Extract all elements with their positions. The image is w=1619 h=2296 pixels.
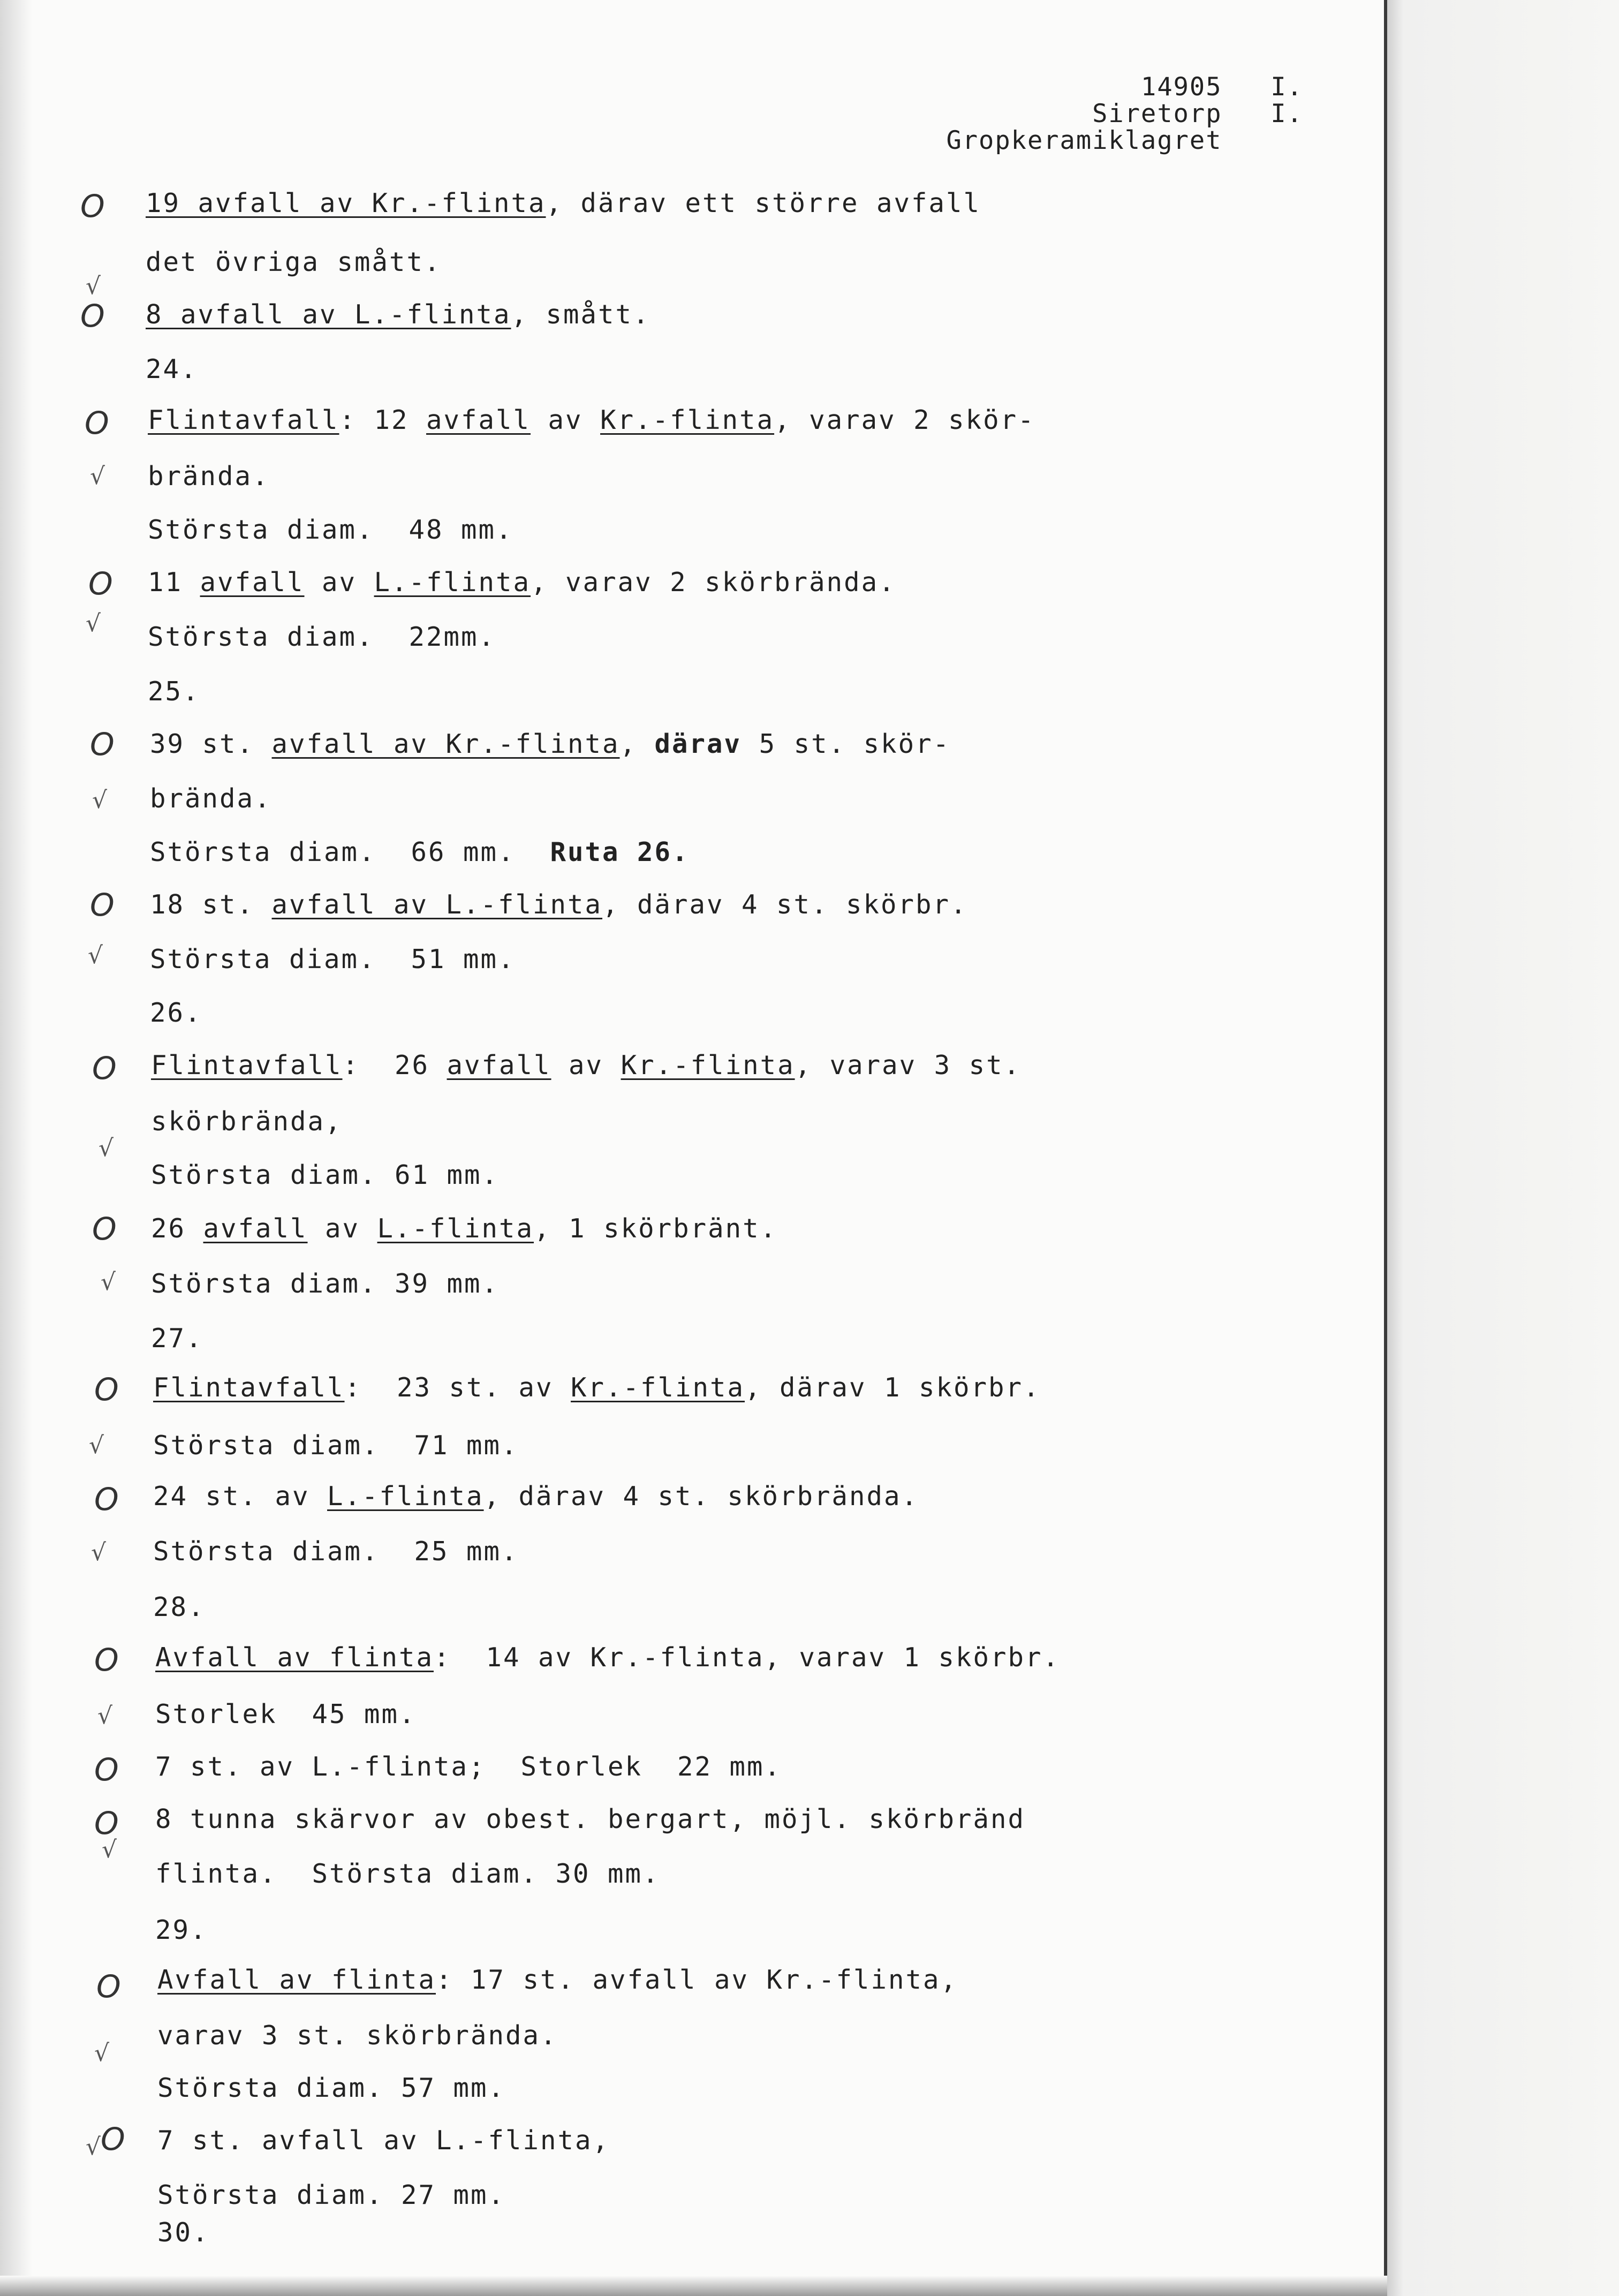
margin-circle-mark: O xyxy=(90,726,115,762)
text-line: 19 avfall av Kr.-flinta, därav ett större avfall xyxy=(146,188,981,218)
text-line: 39 st. avfall av Kr.-flinta, därav 5 st. skör- xyxy=(150,729,951,759)
roman-numeral: I. xyxy=(1270,99,1303,129)
text-line: Största diam. 39 mm. xyxy=(151,1268,500,1299)
margin-circle-mark: O xyxy=(96,1968,121,2005)
margin-circle-mark: O xyxy=(94,1481,119,1517)
margin-circle-mark: O xyxy=(94,1642,119,1678)
margin-tick-mark: √ xyxy=(101,1268,116,1296)
page-shadow-left xyxy=(0,0,32,2296)
catalog-number: 14905 xyxy=(1141,72,1222,102)
margin-circle-mark: O xyxy=(94,1751,119,1788)
margin-tick-mark: √ xyxy=(86,273,101,300)
text-line: Största diam. 48 mm. xyxy=(148,515,513,545)
margin-tick-mark: √ xyxy=(86,2133,101,2161)
layer-name: Gropkeramiklagret xyxy=(946,126,1222,155)
text-line: Största diam. 22mm. xyxy=(148,622,496,652)
text-line: Största diam. 27 mm. xyxy=(157,2180,506,2210)
entry-number: 29. xyxy=(155,1915,208,1945)
text-line: 7 st. av L.-flinta; Storlek 22 mm. xyxy=(155,1751,782,1782)
margin-tick-mark: √ xyxy=(89,1432,104,1459)
margin-tick-mark: √ xyxy=(97,1702,113,1729)
page-shadow-bottom xyxy=(0,2276,1387,2296)
margin-circle-mark: O xyxy=(88,565,113,602)
text-line: skörbrända, xyxy=(151,1106,343,1137)
text-line: Största diam. 51 mm. xyxy=(150,944,516,975)
margin-tick-mark: √ xyxy=(90,463,105,490)
text-line: 7 st. avfall av L.-flinta, xyxy=(157,2125,610,2156)
text-line: flinta. Största diam. 30 mm. xyxy=(155,1859,660,1889)
text-line: brända. xyxy=(148,461,270,492)
entry-number: 25. xyxy=(148,676,200,707)
entry-number: 28. xyxy=(153,1592,206,1622)
margin-tick-mark: √ xyxy=(102,1836,117,1863)
text-line: Flintavfall: 26 avfall av Kr.-flinta, varav 3 st. xyxy=(151,1050,1022,1081)
margin-circle-mark: O xyxy=(80,298,105,334)
scanner-margin xyxy=(1387,0,1619,2296)
margin-circle-mark: O xyxy=(92,1050,117,1086)
margin-circle-mark: O xyxy=(101,2121,125,2157)
text-line: brända. xyxy=(150,783,272,814)
entry-number: 30. xyxy=(157,2217,210,2248)
margin-circle-mark: O xyxy=(90,887,115,923)
document-header xyxy=(946,74,1303,154)
margin-circle-mark: O xyxy=(92,1211,117,1247)
margin-tick-mark: √ xyxy=(86,610,101,637)
text-line: 8 tunna skärvor av obest. bergart, möjl. skörbränd xyxy=(155,1804,1026,1834)
text-line: 11 avfall av L.-flinta, varav 2 skörbrända. xyxy=(148,567,896,598)
text-line: det övriga smått. xyxy=(146,247,442,277)
roman-numeral: I. xyxy=(1270,72,1303,102)
text-line: Största diam. 71 mm. xyxy=(153,1430,519,1461)
entry-number: 27. xyxy=(151,1323,203,1354)
text-line: Flintavfall: 12 avfall av Kr.-flinta, varav 2 skör- xyxy=(148,405,1035,435)
site-name: Siretorp xyxy=(1092,99,1222,129)
margin-circle-mark: O xyxy=(80,188,105,224)
text-line: 24 st. av L.-flinta, därav 4 st. skörbrända. xyxy=(153,1481,919,1512)
margin-circle-mark: O xyxy=(94,1805,119,1841)
text-line: Största diam. 25 mm. xyxy=(153,1536,519,1567)
margin-circle-mark: O xyxy=(85,405,109,441)
margin-tick-mark: √ xyxy=(88,942,103,969)
text-line: varav 3 st. skörbrända. xyxy=(157,2020,558,2051)
text-line: 18 st. avfall av L.-flinta, därav 4 st. skörbr. xyxy=(150,889,968,920)
entry-number: 26. xyxy=(150,998,202,1028)
text-line: 8 avfall av L.-flinta, smått. xyxy=(146,299,650,330)
text-line: Storlek 45 mm. xyxy=(155,1699,417,1729)
text-line: Avfall av flinta: 14 av Kr.-flinta, varav 1 skörbr. xyxy=(155,1642,1061,1673)
text-line: Största diam. 57 mm. xyxy=(157,2073,506,2103)
margin-circle-mark: O xyxy=(94,1371,119,1408)
text-line: Avfall av flinta: 17 st. avfall av Kr.-flinta, xyxy=(157,1965,958,1995)
text-line: Största diam. 61 mm. xyxy=(151,1160,500,1190)
entry-number: 24. xyxy=(146,354,198,384)
text-line: Flintavfall: 23 st. av Kr.-flinta, därav 1 skörbr. xyxy=(153,1372,1041,1403)
text-line: 26 avfall av L.-flinta, 1 skörbränt. xyxy=(151,1213,778,1244)
margin-tick-mark: √ xyxy=(92,787,108,814)
margin-tick-mark: √ xyxy=(99,1135,114,1162)
text-line: Största diam. 66 mm. Ruta 26. xyxy=(150,837,690,867)
margin-tick-mark: √ xyxy=(94,2040,110,2067)
margin-tick-mark: √ xyxy=(91,1539,107,1566)
